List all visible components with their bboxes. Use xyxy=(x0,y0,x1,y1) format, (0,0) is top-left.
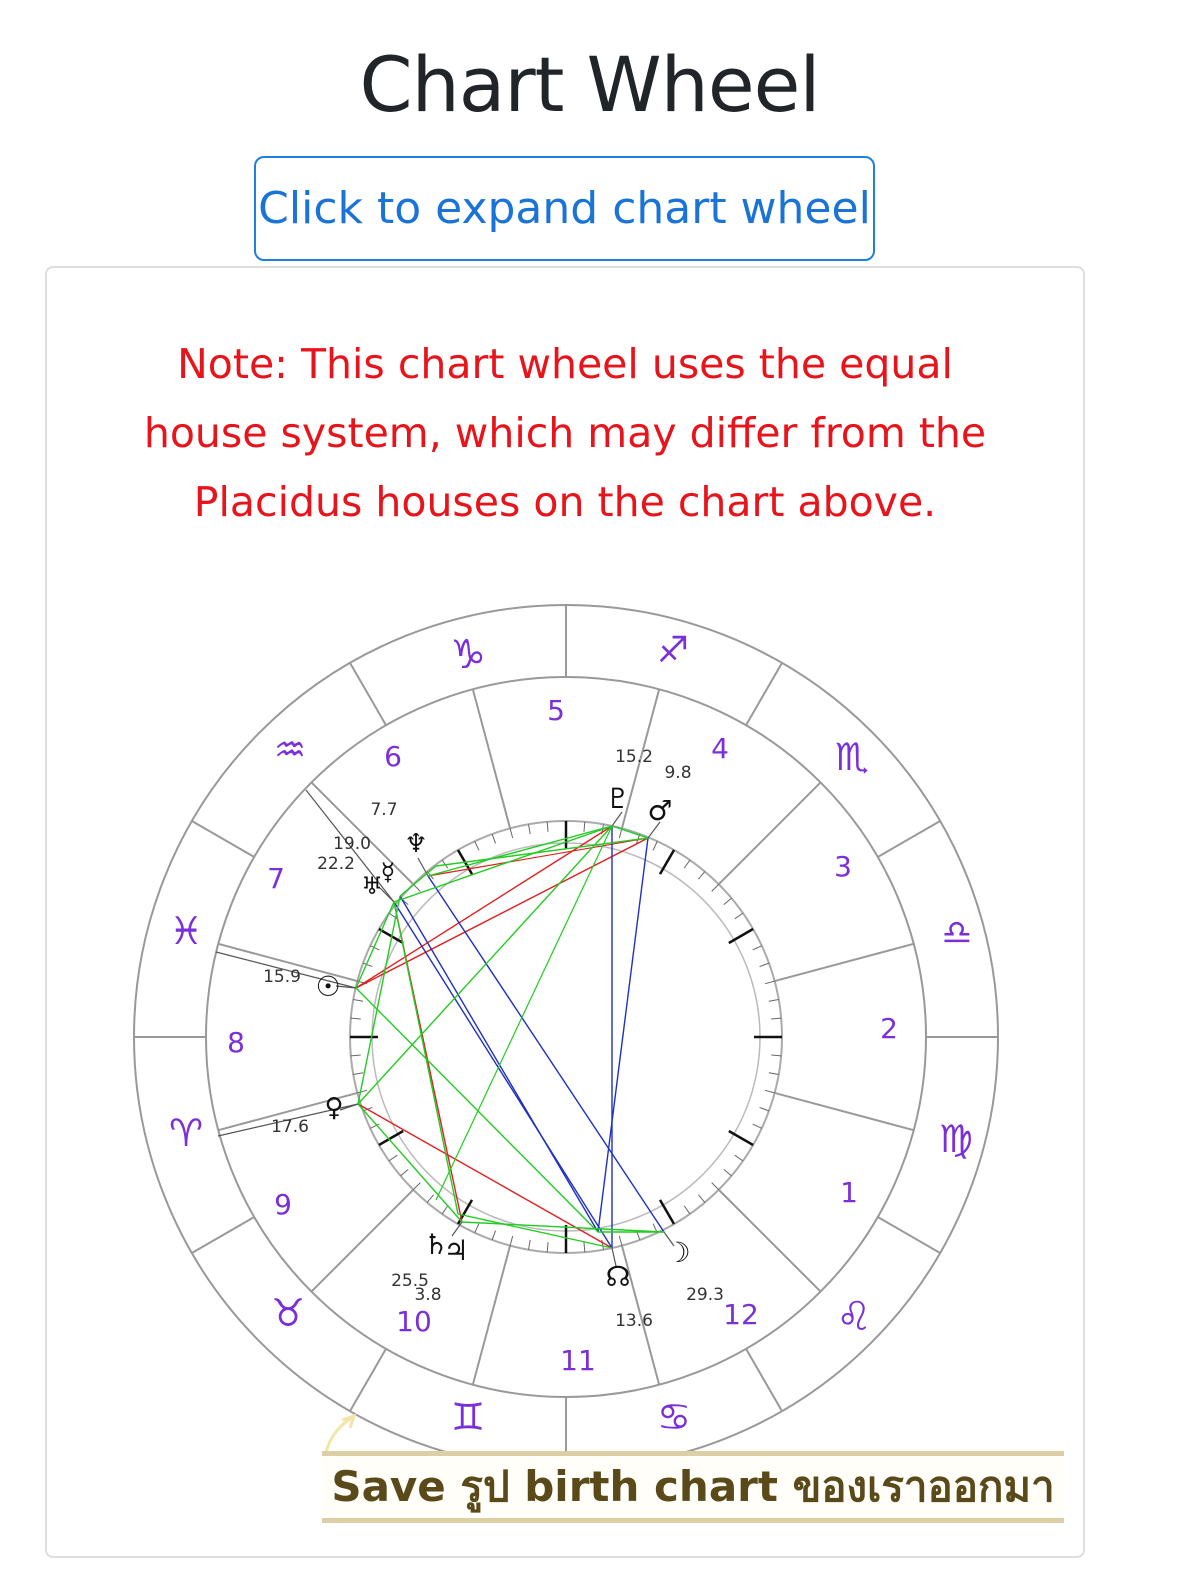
sign-divider xyxy=(746,1349,782,1411)
degree-tick xyxy=(724,898,732,904)
venus-degree: 17.6 xyxy=(271,1117,309,1137)
sun-icon: ☉ xyxy=(315,970,341,1003)
house-cusp xyxy=(775,944,914,981)
degree-tick xyxy=(653,841,657,850)
degree-tick xyxy=(413,1183,420,1190)
degree-tick xyxy=(351,1018,361,1019)
expand-chart-wheel-button[interactable]: Click to expand chart wheel xyxy=(254,156,875,261)
house-number: 6 xyxy=(384,740,402,773)
degree-tick xyxy=(442,1206,448,1214)
degree-tick xyxy=(584,822,585,832)
degree-tick xyxy=(475,1224,479,1233)
degree-tick xyxy=(712,884,719,891)
degree-tick xyxy=(769,1073,779,1075)
saturn-degree: 25.5 xyxy=(391,1271,429,1291)
degree-tick xyxy=(584,1242,585,1252)
neptune-degree: 7.7 xyxy=(370,800,398,820)
mars-degree: 9.8 xyxy=(664,763,692,783)
degree-tick xyxy=(510,828,513,838)
degree-tick xyxy=(698,872,704,880)
save-caption-banner: Save รูป birth chart ของเราออกมา xyxy=(322,1451,1064,1523)
house-cusp xyxy=(775,1093,914,1130)
degree-tick xyxy=(753,946,762,950)
degree-tick xyxy=(357,1090,367,1093)
scorpio-icon: ♏ xyxy=(834,735,870,779)
degree-tick xyxy=(510,1236,513,1246)
house-number: 5 xyxy=(547,694,565,727)
degree-tick xyxy=(363,963,372,966)
sun-degree: 15.9 xyxy=(263,967,301,987)
pluto-degree: 15.2 xyxy=(615,747,653,767)
degree-tick xyxy=(353,999,363,1001)
pluto-icon: ♇ xyxy=(605,782,631,815)
degree-tick xyxy=(735,913,743,919)
degree-tick xyxy=(492,1231,495,1240)
degree-tick xyxy=(735,1155,743,1161)
degree-tick xyxy=(602,1240,604,1250)
degree-tick xyxy=(401,1169,409,1175)
uranus-icon: ♅ xyxy=(361,872,383,900)
aquarius-icon: ♒ xyxy=(273,730,307,771)
aspect-circle xyxy=(372,843,760,1231)
house-number: 10 xyxy=(396,1305,432,1338)
house-number: 8 xyxy=(227,1026,245,1059)
degree-tick xyxy=(769,999,779,1001)
degree-tick xyxy=(760,1107,769,1110)
degree-tick xyxy=(528,1240,530,1250)
degree-tick xyxy=(547,822,548,832)
degree-tick xyxy=(427,1195,433,1203)
libra-icon: ♎ xyxy=(941,913,973,953)
capricorn-icon: ♑ xyxy=(450,632,486,678)
aspect-line xyxy=(612,826,648,838)
house-number: 11 xyxy=(560,1344,596,1377)
sagittarius-icon: ♐ xyxy=(656,630,690,671)
north-node-icon: ☊ xyxy=(605,1260,631,1293)
degree-tick xyxy=(765,1090,775,1093)
sign-divider xyxy=(746,663,782,725)
sign-divider xyxy=(192,1217,254,1253)
degree-tick xyxy=(724,1169,732,1175)
house-cusp xyxy=(719,782,821,884)
neptune-icon: ♆ xyxy=(404,829,428,859)
moon-degree: 29.3 xyxy=(686,1285,724,1305)
leo-icon: ♌ xyxy=(836,1294,872,1340)
degree-tick xyxy=(712,1183,719,1190)
degree-tick xyxy=(771,1055,781,1056)
virgo-icon: ♍ xyxy=(938,1117,974,1161)
house-number: 2 xyxy=(880,1012,898,1045)
house-cusp xyxy=(473,1246,510,1385)
north-node-degree: 13.6 xyxy=(615,1311,653,1331)
house-number: 12 xyxy=(723,1298,759,1331)
degree-tick xyxy=(619,1236,622,1246)
mercury-icon: ☿ xyxy=(380,858,396,886)
degree-tick xyxy=(684,860,690,868)
degree-tick xyxy=(492,834,495,843)
house-cusp xyxy=(719,1190,821,1292)
sign-divider xyxy=(878,1217,940,1253)
house-number: 7 xyxy=(267,862,285,895)
sign-divider xyxy=(192,821,254,857)
page-title: Chart Wheel xyxy=(359,40,820,129)
saturn-icon: ♄ xyxy=(423,1228,449,1261)
mercury-degree: 19.0 xyxy=(333,834,371,854)
house-number: 9 xyxy=(274,1188,292,1221)
sign-divider xyxy=(350,663,386,725)
house-number: 3 xyxy=(834,850,852,883)
venus-icon: ♀ xyxy=(324,1093,344,1123)
uranus-degree: 22.2 xyxy=(317,854,355,874)
degree-tick xyxy=(753,1124,762,1128)
degree-tick xyxy=(353,1073,363,1075)
jupiter-icon: ♃ xyxy=(443,1234,469,1267)
equal-house-note: Note: This chart wheel uses the equal house system, which may differ from the Placidus houses on the chart above. xyxy=(143,340,987,526)
degree-tick xyxy=(413,884,420,891)
degree-tick xyxy=(684,1206,690,1214)
degree-tick xyxy=(475,841,479,850)
aries-icon: ♈ xyxy=(168,1111,204,1155)
sign-divider xyxy=(878,821,940,857)
house-cusp xyxy=(473,689,510,828)
jupiter-degree: 3.8 xyxy=(414,1285,442,1305)
degree-tick xyxy=(760,963,769,966)
moon-icon: ☽ xyxy=(665,1236,691,1269)
degree-tick xyxy=(771,1018,781,1019)
taurus-icon: ♉ xyxy=(270,1291,306,1335)
sign-divider xyxy=(350,1349,386,1411)
degree-tick xyxy=(351,1055,361,1056)
gemini-icon: ♊ xyxy=(450,1395,486,1439)
degree-tick xyxy=(698,1195,704,1203)
degree-tick xyxy=(528,824,530,834)
degree-tick xyxy=(765,981,775,984)
house-number: 1 xyxy=(840,1176,858,1209)
house-number: 4 xyxy=(711,732,729,765)
cancer-icon: ♋ xyxy=(656,1395,692,1439)
degree-tick xyxy=(389,1155,397,1161)
degree-tick xyxy=(547,1242,548,1252)
pisces-icon: ♓ xyxy=(168,909,204,953)
mars-icon: ♂ xyxy=(647,794,673,827)
